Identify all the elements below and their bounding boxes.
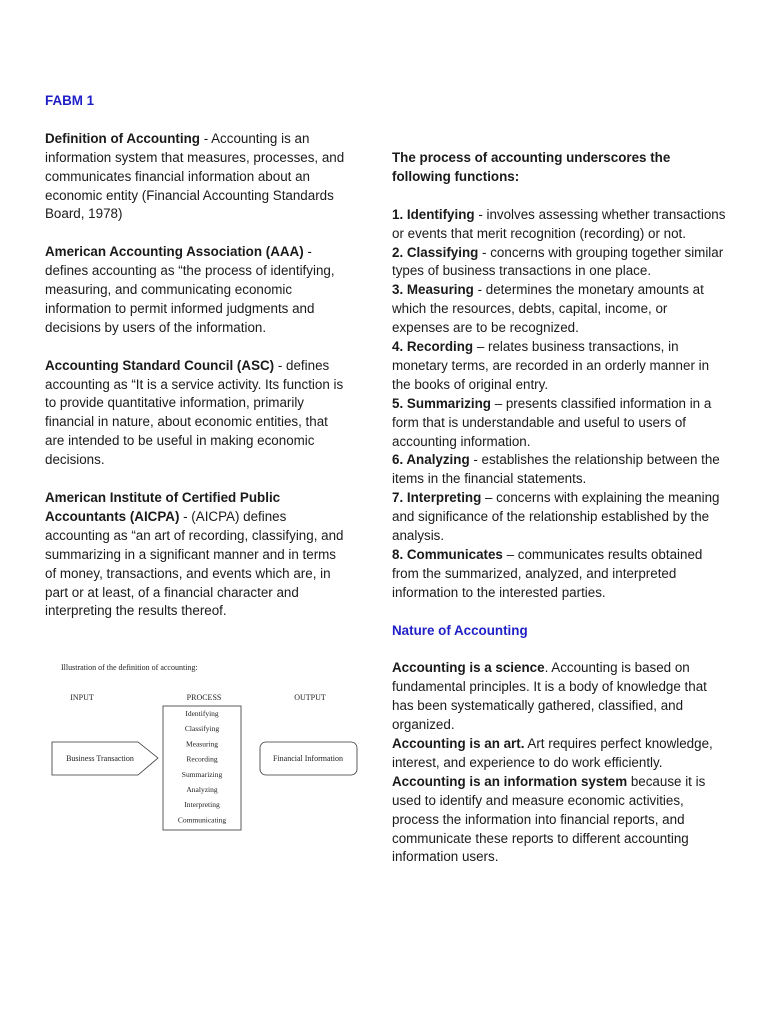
function-item — [392, 395, 727, 452]
process-step: Interpreting — [184, 800, 220, 810]
function-item-text: – communicates results obtained from the summarized, analyzed, and interpreted information to the interested parties. — [392, 547, 703, 600]
output-label: OUTPUT — [294, 693, 326, 702]
function-item — [392, 244, 727, 282]
function-item-term: 3. Measuring — [392, 282, 474, 298]
process-step: Identifying — [185, 709, 219, 718]
process-step: Summarizing — [181, 769, 223, 779]
functions-list — [392, 206, 727, 603]
document-title: FABM 1 — [45, 93, 95, 108]
function-item-text: - establishes the relationship between the items in the financial statements. — [392, 452, 720, 487]
process-step: Classifying — [184, 724, 220, 734]
aicpa-paragraph — [45, 489, 345, 621]
aicpa-term: American Institute of Certified Public Accountants (AICPA) — [45, 489, 281, 524]
function-item-text: - determines the monetary amounts at which the resources, debts, capital, income, or expenses are to be recognized. — [392, 282, 704, 336]
aaa-term: American Accounting Association (AAA) — [45, 244, 304, 260]
nature-item-text: Art requires perfect knowledge, interest, and experience to do work efficiently. — [392, 736, 713, 770]
function-item-text: - involves assessing whether transactions or events that merit recognition (recording) or not. — [392, 206, 726, 241]
asc-term: Accounting Standard Council (ASC) — [45, 357, 275, 373]
function-item — [392, 451, 727, 489]
nature-item — [392, 773, 727, 868]
left-column — [45, 92, 345, 640]
function-item-term: 7. Interpreting — [392, 490, 482, 506]
function-item — [392, 489, 727, 546]
input-box-label: Business Transaction — [66, 754, 134, 763]
process-step: Communicating — [177, 815, 227, 825]
functions-intro-text: The process of accounting underscores the following functions: — [392, 150, 671, 184]
definition-paragraph — [45, 130, 345, 225]
nature-item-text: . Accounting is based on fundamental principles. It is a body of knowledge that has been systematically gathered, classified, and organized. — [392, 660, 707, 733]
function-item-term: 4. Recording — [392, 339, 474, 355]
function-item-text: – relates business transactions, in monetary terms, are recorded in an orderly manner in the books of original entry. — [392, 339, 710, 392]
function-item-term: 5. Summarizing — [392, 395, 491, 411]
nature-item — [392, 735, 727, 773]
aaa-paragraph — [45, 243, 345, 338]
nature-item-term: Accounting is an information system — [392, 773, 628, 789]
asc-text: - defines accounting as “It is a service activity. Its function is to provide quantitative information, primarily financial in nature, about economic entities, that are intended to be useful in making economic decisions. — [45, 357, 344, 468]
nature-item — [392, 659, 727, 735]
function-item — [392, 338, 727, 395]
nature-item-term: Accounting is an art. — [392, 736, 525, 752]
asc-paragraph — [45, 357, 345, 470]
process-label: PROCESS — [186, 693, 222, 702]
illustration-caption: Illustration of the definition of accounting: — [61, 663, 198, 672]
right-column — [392, 149, 727, 867]
aicpa-text: - (AICPA) defines accounting as “an art of recording, classifying, and summarizing in a significant manner and in terms of money, transactions, and events which are, in part or at least, of a financial character and interpreting the results thereof. — [45, 508, 344, 619]
output-box-label: Financial Information — [273, 754, 343, 763]
function-item-term: 6. Analyzing — [392, 452, 470, 468]
function-item-term: 1. Identifying — [392, 206, 475, 222]
nature-list — [392, 659, 727, 867]
function-item-text: - concerns with grouping together similar types of business transactions in one place. — [392, 244, 724, 279]
definition-text: - Accounting is an information system that measures, processes, and communicates financial information about an economic entity (Financial Accounting Standards Board, 1978) — [45, 130, 345, 222]
accounting-illustration — [45, 658, 375, 838]
function-item-term: 2. Classifying — [392, 244, 479, 260]
nature-item-text: because it is used to identify and measure economic activities, process the information into financial reports, and communicate these reports to different accounting information users. — [392, 773, 706, 865]
nature-item-term: Accounting is a science — [392, 660, 545, 676]
input-label: INPUT — [70, 693, 94, 702]
function-item — [392, 206, 727, 244]
aaa-text: - defines accounting as “the process of identifying, measuring, and communicating economic information to permit informed judgments and decisions by users of the information. — [45, 244, 335, 335]
function-item-term: 8. Communicates — [392, 547, 503, 563]
process-steps — [178, 709, 227, 824]
function-item — [392, 546, 727, 603]
process-step: Analyzing — [186, 785, 218, 794]
process-step: Measuring — [185, 739, 219, 749]
nature-heading: Nature of Accounting — [392, 622, 528, 638]
functions-intro — [392, 149, 727, 187]
function-item-text: – presents classified information in a form that is understandable and useful to users of accounting information. — [392, 395, 712, 449]
function-item — [392, 281, 727, 338]
process-step: Recording — [186, 754, 218, 764]
function-item-text: – concerns with explaining the meaning and significance of the relationship established by the analysis. — [392, 490, 720, 544]
definition-term: Definition of Accounting — [45, 130, 200, 146]
